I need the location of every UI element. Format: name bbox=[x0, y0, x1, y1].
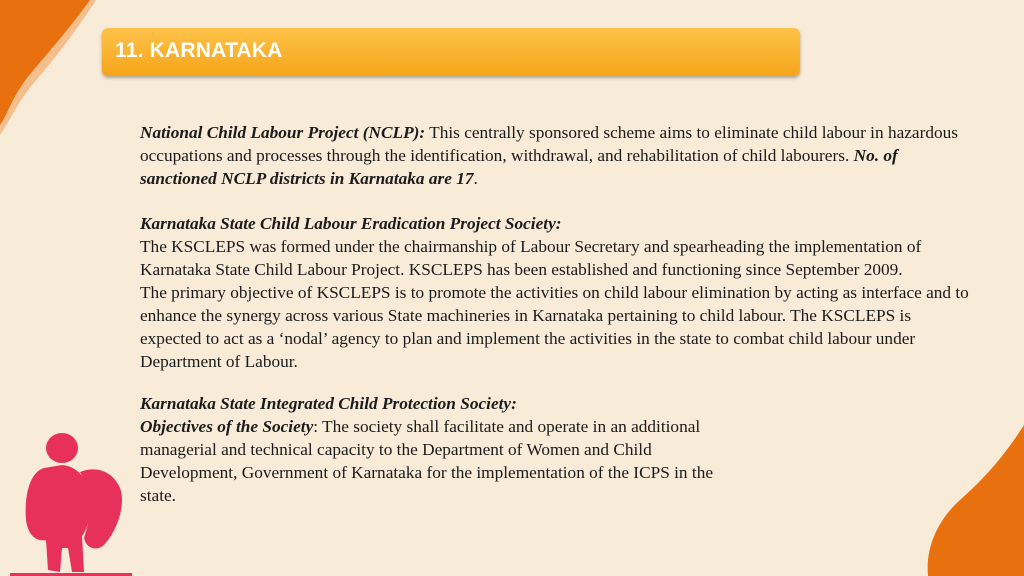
slide-content bbox=[140, 121, 970, 507]
nclp-text: This centrally sponsored scheme aims to eliminate child labour in hazardous occupations and processes through the identification, withdrawal, and rehabilitation of child labourers. bbox=[140, 123, 958, 165]
nclp-heading: National Child Labour Project (NCLP): bbox=[140, 123, 426, 142]
nclp-paragraph bbox=[140, 121, 970, 190]
ksicps-paragraph bbox=[140, 415, 740, 507]
nclp-end: . bbox=[473, 169, 478, 188]
ksicps-sub-heading: Objectives of the Society bbox=[140, 417, 314, 436]
kscleps-paragraph-2: The primary objective of KSCLEPS is to promote the activities on child labour elimination by acting as interface and to enhance the synergy across various State machineries in Karnataka pertaining to child labour. The KSCLEPS is expected to act as a ‘nodal’ agency to plan and implement the activities in the state to combat child labour under Department of Labour. bbox=[140, 283, 969, 371]
nclp-districts-highlight: No. of sanctioned NCLP districts in Karnataka are 17 bbox=[140, 146, 898, 188]
slide-title: 11. KARNATAKA bbox=[115, 39, 283, 62]
child-labour-silhouette bbox=[26, 433, 122, 572]
kscleps-paragraph-1: The KSCLEPS was formed under the chairmanship of Labour Secretary and spearheading the implementation of Karnataka State Child Labour Project. KSCLEPS has been established and functioning since September 2009. bbox=[140, 237, 922, 279]
kscleps-heading: Karnataka State Child Labour Eradication Project Society: bbox=[140, 214, 562, 233]
ksicps-text: : The society shall facilitate and operate in an additional managerial and technical capacity to the Department of Women and Child Development, Government of Karnataka for the implementation of the ICPS in the state. bbox=[140, 417, 714, 505]
ksicps-heading: Karnataka State Integrated Child Protection Society: bbox=[140, 394, 517, 413]
slide-title-bar bbox=[102, 28, 800, 76]
